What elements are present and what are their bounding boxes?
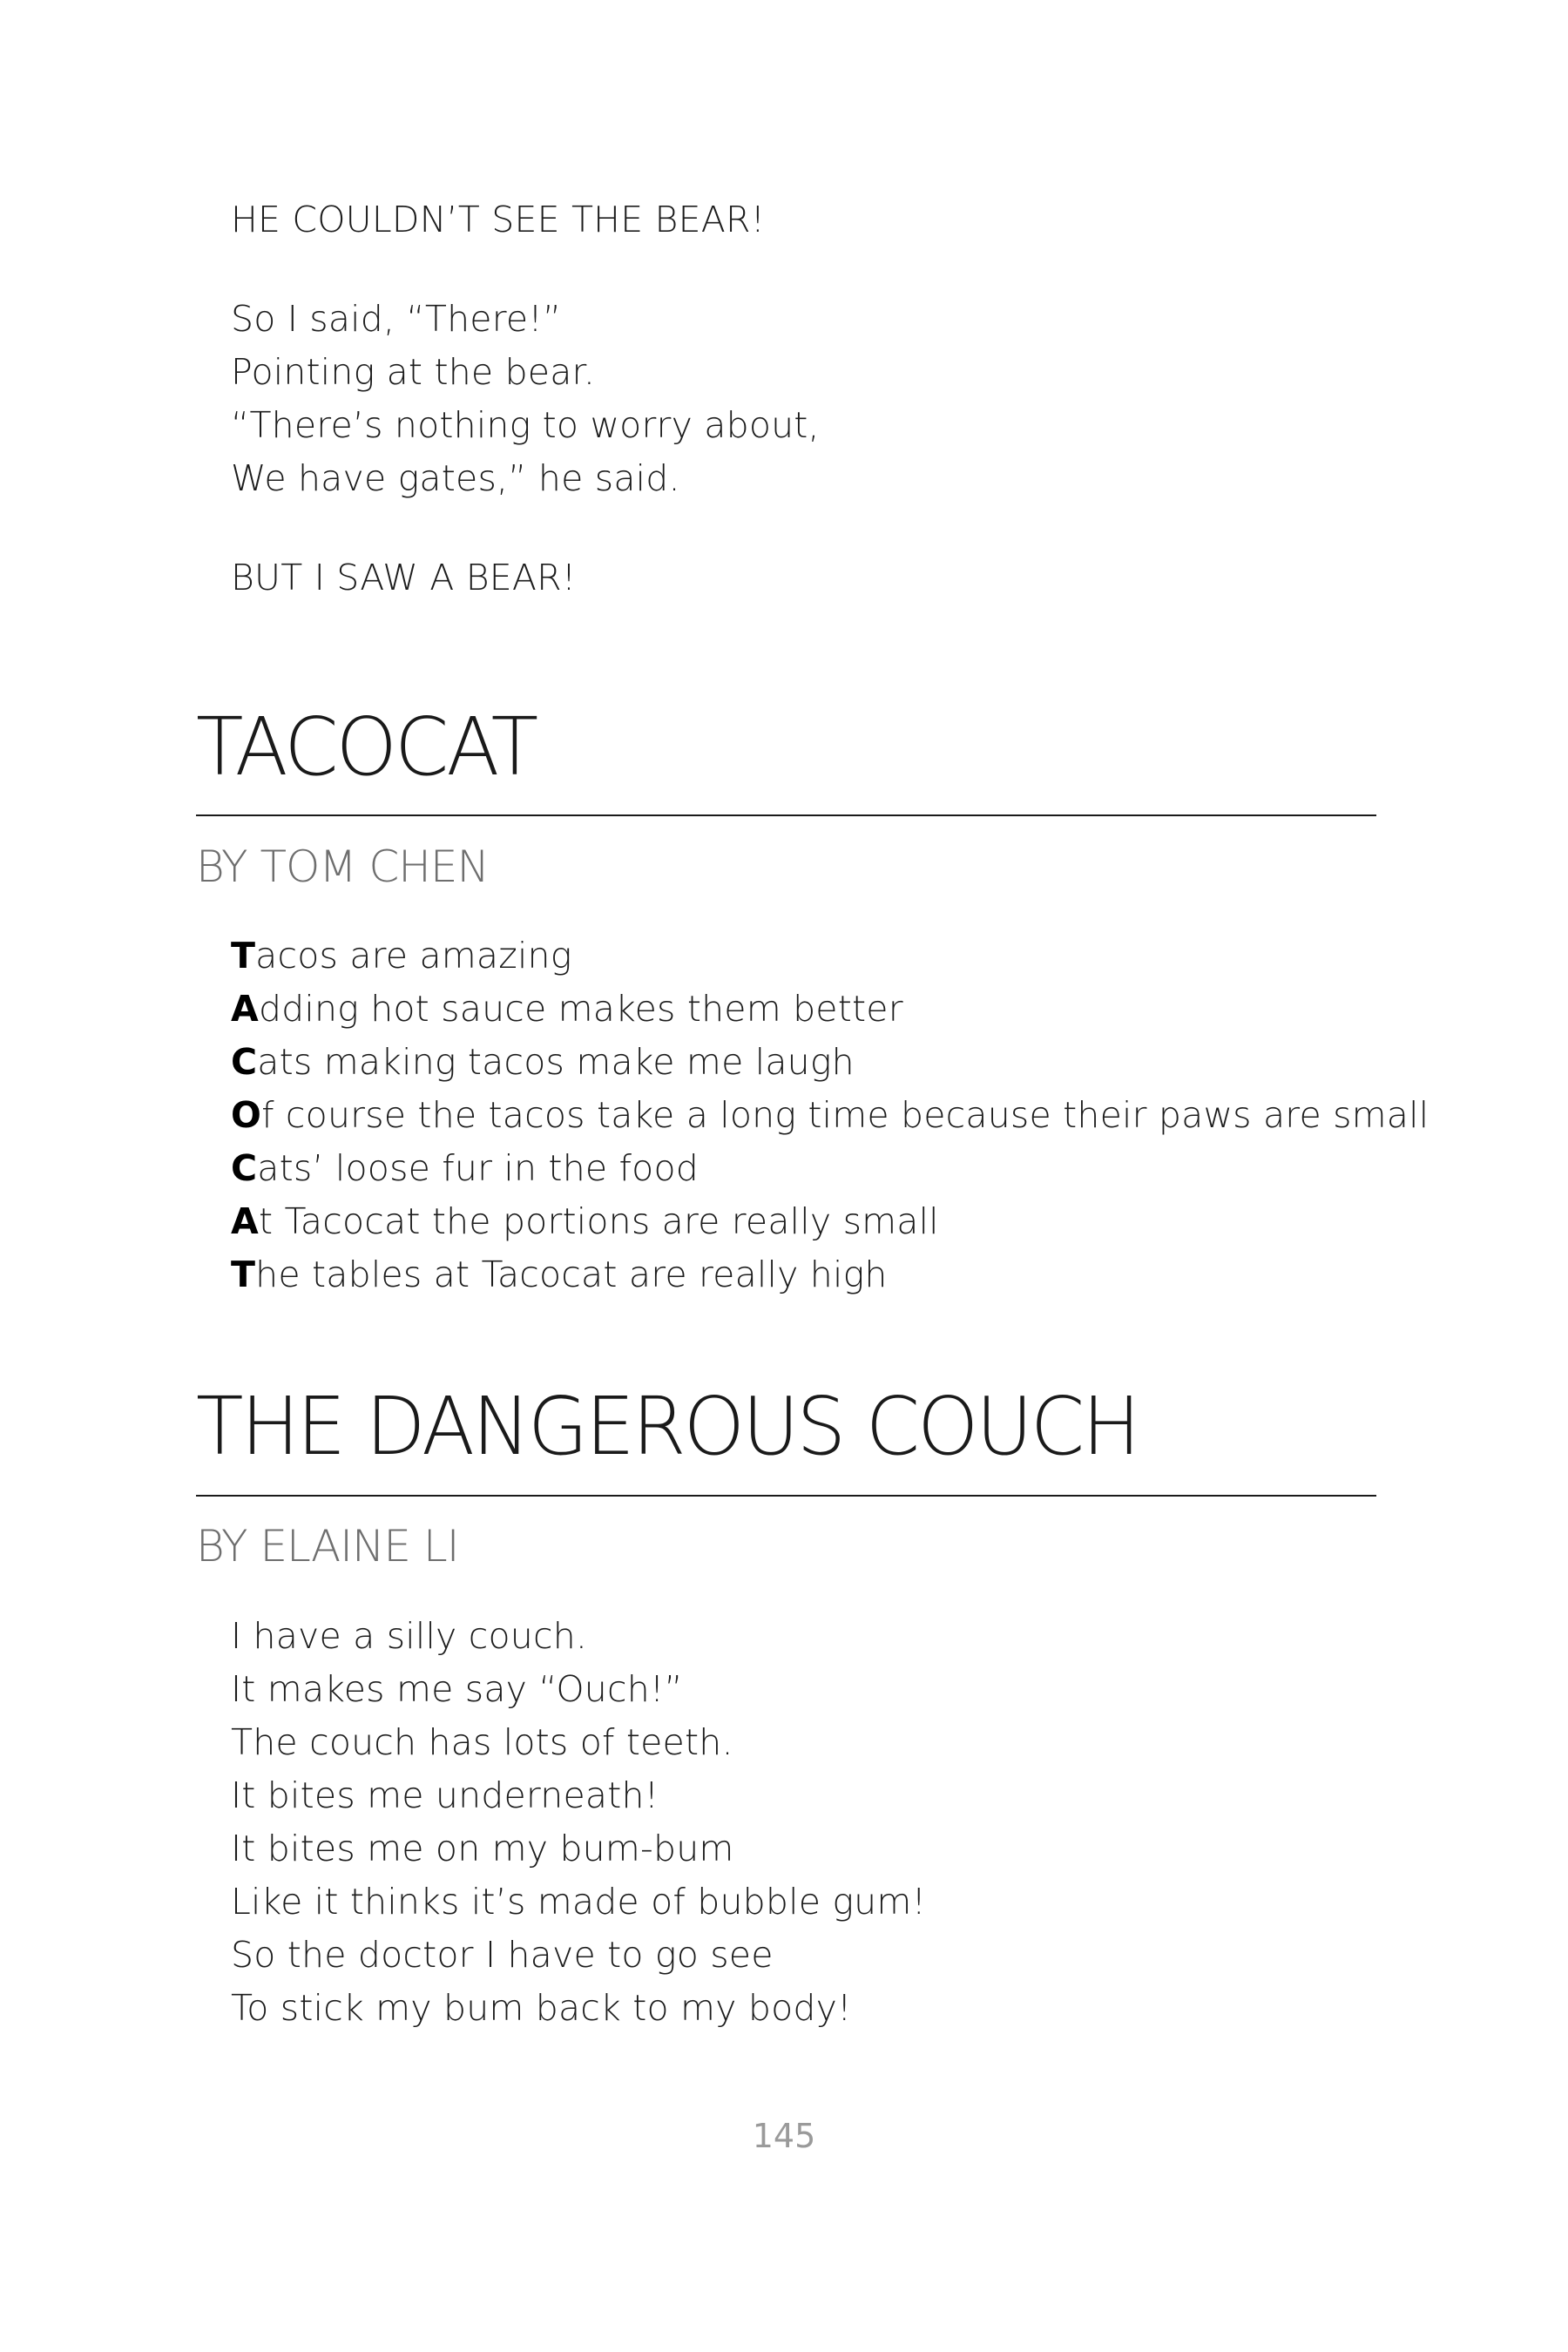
acrostic-poem xyxy=(231,929,1429,1301)
acrostic-line xyxy=(231,1195,1429,1248)
acrostic-initial: C xyxy=(231,1041,258,1083)
acrostic-initial: T xyxy=(231,935,256,977)
poem-line: Pointing at the bear. xyxy=(231,351,596,393)
poem-line: The couch has lots of teeth. xyxy=(231,1721,733,1763)
poem-line: It bites me underneath! xyxy=(231,1774,659,1816)
previous-poem-ending xyxy=(231,193,820,605)
acrostic-rest: ats’ loose fur in the food xyxy=(257,1147,699,1189)
poem-title: TACOCAT xyxy=(196,700,537,794)
stanza-break xyxy=(231,247,820,293)
acrostic-initial: T xyxy=(231,1254,256,1295)
poem-line: HE COULDN’T SEE THE BEAR! xyxy=(231,199,766,240)
title-divider xyxy=(196,814,1376,816)
acrostic-rest: ats making tacos make me laugh xyxy=(257,1041,855,1083)
poem-line: It makes me say “Ouch!” xyxy=(231,1668,683,1710)
poem-line: To stick my bum back to my body! xyxy=(231,1987,852,2029)
acrostic-initial: C xyxy=(231,1147,258,1189)
poem-byline: BY TOM CHEN xyxy=(196,841,489,892)
acrostic-rest: f course the tacos take a long time because their paws are small xyxy=(261,1094,1429,1136)
acrostic-rest: he tables at Tacocat are really high xyxy=(255,1254,888,1295)
poem-body xyxy=(231,1610,926,2035)
poem-byline: BY ELAINE LI xyxy=(196,1521,459,1571)
poem-line: So the doctor I have to go see xyxy=(231,1934,774,1976)
poem-line: BUT I SAW A BEAR! xyxy=(231,557,577,598)
acrostic-line xyxy=(231,929,1429,983)
acrostic-line xyxy=(231,983,1429,1036)
acrostic-rest: t Tacocat the portions are really small xyxy=(258,1200,939,1242)
poem-line: Like it thinks it’s made of bubble gum! xyxy=(231,1881,927,1923)
title-divider xyxy=(196,1495,1376,1497)
poem-line: We have gates,” he said. xyxy=(231,457,680,499)
poem-line: “There’s nothing to worry about, xyxy=(231,404,820,446)
acrostic-line xyxy=(231,1036,1429,1089)
acrostic-initial: O xyxy=(231,1094,262,1136)
acrostic-line xyxy=(231,1089,1429,1142)
poem-line: So I said, “There!” xyxy=(231,298,562,340)
stanza-break xyxy=(231,505,820,551)
acrostic-line xyxy=(231,1142,1429,1195)
acrostic-rest: acos are amazing xyxy=(255,935,572,977)
acrostic-rest: dding hot sauce makes them better xyxy=(258,988,903,1030)
acrostic-line xyxy=(231,1248,1429,1301)
poem-title: THE DANGEROUS COUCH xyxy=(196,1380,1139,1473)
page-number: 145 xyxy=(752,2117,816,2155)
acrostic-initial: A xyxy=(231,1200,259,1242)
acrostic-initial: A xyxy=(231,988,259,1030)
poem-line: I have a silly couch. xyxy=(231,1615,588,1657)
poem-line: It bites me on my bum-bum xyxy=(231,1828,734,1869)
